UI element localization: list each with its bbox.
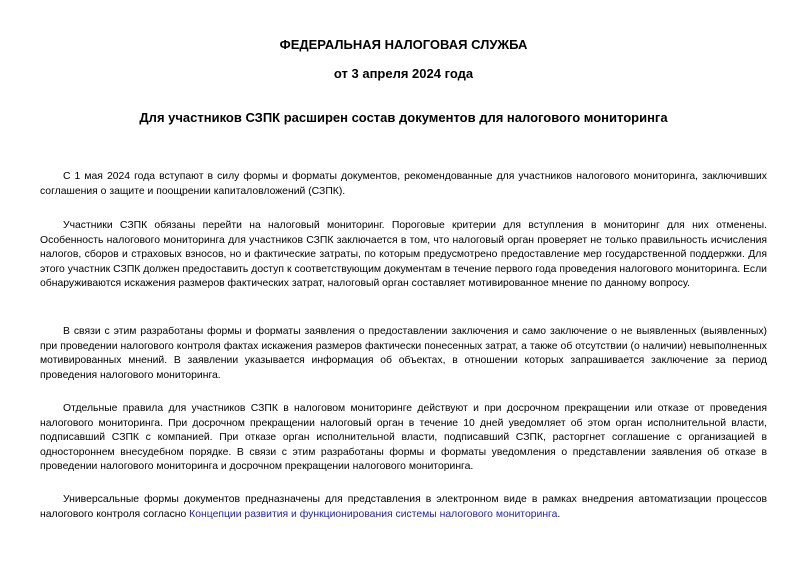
paragraph-5 [40,493,767,522]
paragraph-2: Участники СЗПК обязаны перейти на налоговый мониторинг. Пороговые критерии для вступления в мониторинг для них отменены. Особенность налогового мониторинга для участников СЗПК заключается в том, что налоговый орган проверяет не только правильность исчисления налогов, сборов и страховых взносов, но и фактические затраты, по которым предусмотрено предоставление мер государственной поддержки. Для этого участник СЗПК должен предоставить доступ к соответствующим документам в течение первого года проведения налогового мониторинга. Если обнаруживаются искажения размеров фактических затрат, налоговый орган составляет мотивированное мнение по данному вопросу. [40,220,767,289]
paragraph-5-end: . [557,508,561,520]
agency-name: ФЕДЕРАЛЬНАЯ НАЛОГОВАЯ СЛУЖБА [279,37,528,52]
paragraph-3: В связи с этим разработаны формы и форматы заявления о предоставлении заключения и само заключение о не выявленных (выявленных) при проведении налогового контроля фактах искажения размеров фактически понесенных затрат, а также об отсутствии (о наличии) невыполненных мотивированных мнений. В заявлении указывается информация об объектах, в отношении которых запрашивается заключение за период проведения налогового мониторинга. [40,326,767,381]
paragraph-1: С 1 мая 2024 года вступают в силу формы и форматы документов, рекомендованные для участников налогового мониторинга, заключивших соглашения о защите и поощрении капиталовложений (СЗПК). [40,171,767,197]
paragraph-5-text: Универсальные формы документов предназначены для представления в электронном виде в рамках внедрения автоматизации процессов налогового контроля согласно [40,494,767,520]
page-title: Для участников СЗПК расширен состав документов для налогового мониторинга [139,110,668,125]
paragraph-4: Отдельные правила для участников СЗПК в налоговом мониторинге действуют и при досрочном прекращении или отказе от проведения налогового мониторинга. При досрочном прекращении налоговый орган в течение 10 дней уведомляет об этом орган исполнительной власти, подписавший СЗПК с компанией. При отказе орган исполнительной власти, подписавший СЗПК, расторгнет соглашение с организацией в одностороннем внесудебном порядке. В связи с этим разработаны формы и форматы уведомления о представлении заявления об отказе в проведении налогового мониторинга и досрочном прекращении налогового мониторинга. [40,403,767,472]
document-date: от 3 апреля 2024 года [333,66,474,81]
concept-link[interactable]: Концепции развития и функционирования системы налогового мониторинга [189,508,558,520]
